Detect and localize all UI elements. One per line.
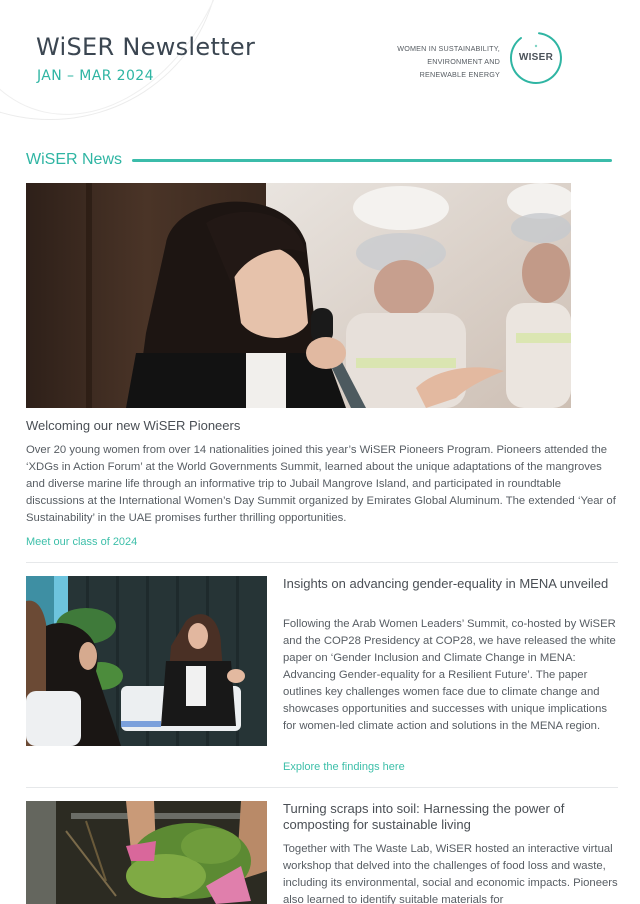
article-title: Insights on advancing gender-equality in MENA unveiled <box>283 576 609 591</box>
tagline-line: RENEWABLE ENERGY <box>419 70 500 79</box>
article-divider <box>26 787 618 788</box>
newsletter-period: JAN – MAR 2024 <box>37 68 154 84</box>
section-rule <box>132 159 612 162</box>
panel-discussion-photo <box>26 576 267 746</box>
wiser-logo <box>509 31 563 85</box>
section-heading <box>26 148 612 172</box>
meet-class-link[interactable]: Meet our class of 2024 <box>26 536 138 548</box>
speaker-photo <box>26 183 571 408</box>
section-title: WiSER News <box>26 151 123 168</box>
logo-text: WISER <box>518 52 554 63</box>
hero-article-title: Welcoming our new WiSER Pioneers <box>26 418 241 433</box>
compost-photo <box>26 801 267 904</box>
explore-findings-link[interactable]: Explore the findings here <box>283 761 405 773</box>
article-title: Turning scraps into soil: Harnessing the power of composting for sustainable living <box>283 801 565 832</box>
hero-image[interactable] <box>26 183 571 408</box>
article-image-compost[interactable] <box>26 801 267 904</box>
article-divider <box>26 562 618 563</box>
newsletter-header <box>0 0 640 140</box>
article-body: Together with The Waste Lab, WiSER hosted an interactive virtual workshop that delved into the challenges of food loss and waste, including its environmental, social and economic impacts. Pioneers also learned to identify suitable materials for <box>283 843 618 904</box>
hero-article-body: Over 20 young women from over 14 nationalities joined this year’s WiSER Pioneers Program. Pioneers attended the ‘XDGs in Action Forum’ at the World Governments Summit, learned about the unique adaptations of the mangroves and diverse marine life through an informative trip to Jubail Mangrove Island, and participated in roundtable discussions at the International Women’s Day Summit organized by Emirates Global Aluminum. The extended ‘Year of Sustainability’ in the UAE promises further thrilling opportunities. <box>26 444 616 524</box>
organization-tagline <box>397 42 500 81</box>
tagline-line: ENVIRONMENT AND <box>427 57 500 66</box>
article-body: Following the Arab Women Leaders’ Summit, co-hosted by WiSER and the COP28 Presidency at COP28, we have released the white paper on ‘Gender Inclusion and Climate Change in MENA: Advancing Gender-equality for a Resilient Future’. The paper outlines key challenges women face due to climate change and showcases opportunities and successes with unique implications for women-led climate action and solutions in the MENA region. <box>283 618 616 732</box>
tagline-line: WOMEN IN SUSTAINABILITY, <box>397 44 500 53</box>
article-image-panel[interactable] <box>26 576 267 746</box>
newsletter-title: WiSER Newsletter <box>36 33 256 61</box>
